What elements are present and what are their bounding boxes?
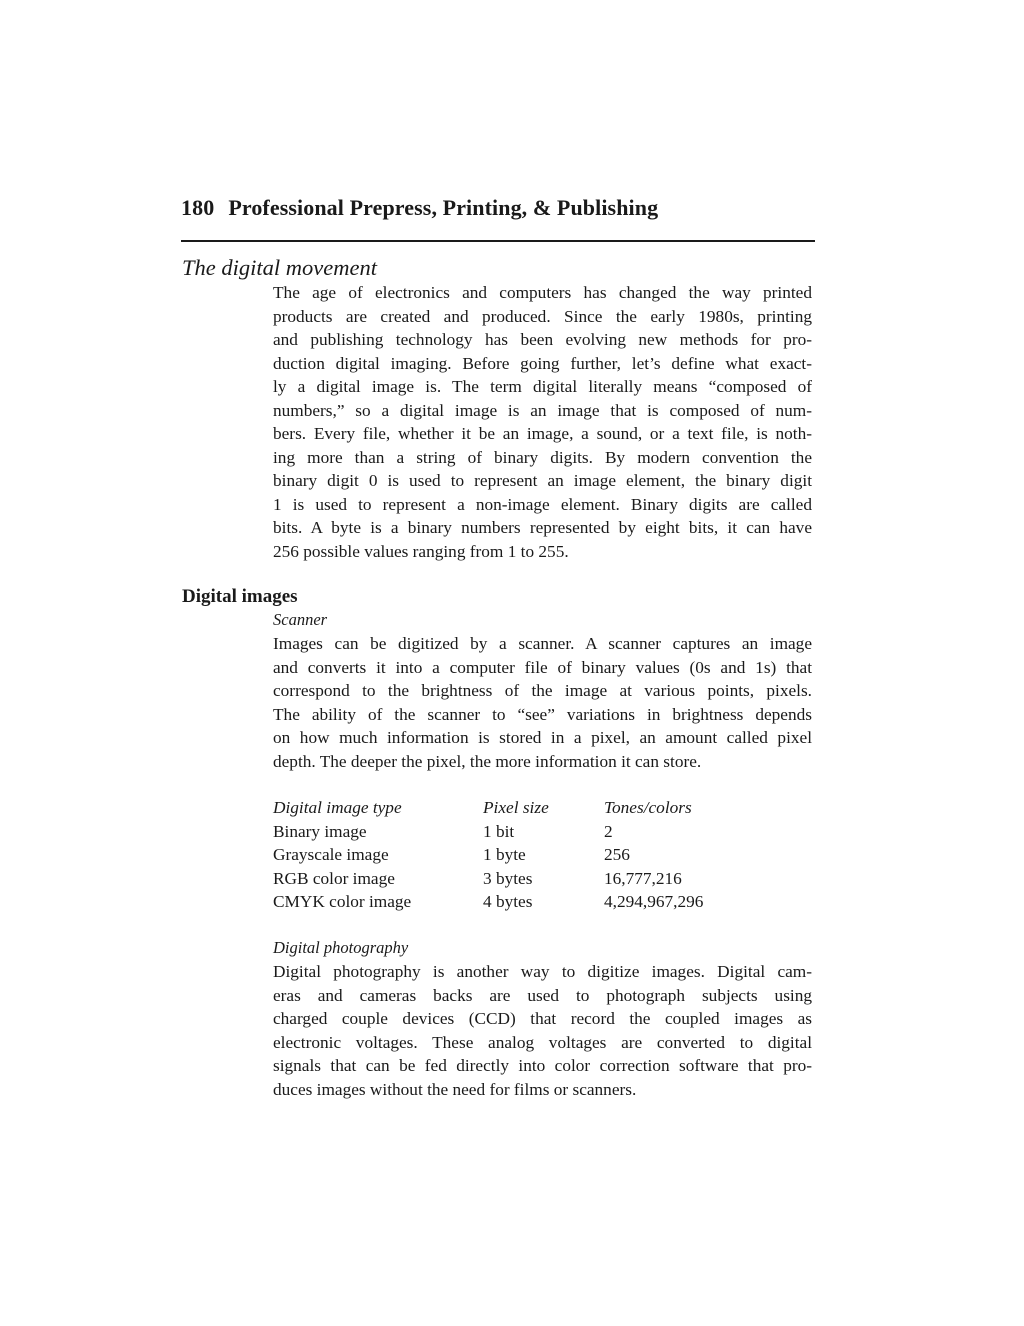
header-line: [181, 192, 815, 224]
header-rule: [181, 240, 815, 242]
text-line: duces images without the need for films or scanners.: [273, 1079, 637, 1099]
text-line: ing more than a string of binary digits. By modern convention the: [273, 447, 812, 467]
image-type-table: [273, 796, 804, 914]
table-cell: 4,294,967,296: [604, 892, 704, 911]
table-cell: 4 bytes: [483, 892, 533, 911]
text-line: Images can be digitized by a scanner. A scanner captures an image: [273, 634, 812, 653]
text-line: products are created and produced. Since the early 1980s, printing: [273, 306, 812, 326]
text-line: eras and cameras backs are used to photograph subjects using: [273, 985, 812, 1005]
table-cell: 1 byte: [483, 845, 526, 864]
section-heading-digital-images: Digital images: [182, 586, 298, 607]
column-header: Pixel size: [483, 798, 549, 817]
text-line: signals that can be fed directly into color correction software that pro-: [273, 1056, 812, 1075]
text-line: numbers,” so a digital image is an image that is composed of num-: [273, 400, 812, 420]
text-line: electronic voltages. These analog voltages are converted to digital: [273, 1032, 812, 1052]
text-line: The ability of the scanner to “see” variations in brightness depends: [273, 704, 812, 724]
table-row: [273, 890, 804, 914]
table-cell: 16,777,216: [604, 868, 682, 888]
paragraph-digital-movement: [273, 281, 812, 563]
text-line: bits. A byte is a binary numbers represented by eight bits, it can have: [273, 518, 812, 537]
table-cell: 256: [604, 845, 630, 864]
table-cell: RGB color image: [273, 868, 395, 888]
text-line: and converts it into a computer file of binary values (0s and 1s) that: [273, 657, 812, 677]
text-line: ly a digital image is. The term digital literally means “composed of: [273, 377, 812, 396]
table-cell: 1 bit: [483, 821, 515, 841]
table-cell: CMYK color image: [273, 892, 412, 911]
text-line: charged couple devices (CCD) that record the coupled images as: [273, 1009, 812, 1028]
table-header-row: [273, 796, 804, 820]
subheading-scanner: Scanner: [273, 610, 328, 629]
column-header: Tones/colors: [604, 798, 692, 817]
text-line: bers. Every file, whether it be an image, a sound, or a text file, is noth-: [273, 424, 812, 443]
text-line: Digital photography is another way to digitize images. Digital cam-: [273, 962, 812, 981]
column-header: Digital image type: [273, 798, 402, 817]
book-title: Professional Prepress, Printing, & Publishing: [228, 195, 659, 220]
text-line: 256 possible values ranging from 1 to 255.: [273, 541, 569, 561]
running-header: [181, 192, 815, 224]
text-line: on how much information is stored in a pixel, an amount called pixel: [273, 728, 812, 747]
text-line: and publishing technology has been evolving new methods for pro-: [273, 330, 812, 349]
text-line: depth. The deeper the pixel, the more information it can store.: [273, 751, 702, 771]
text-line: duction digital imaging. Before going further, let’s define what exact-: [273, 353, 812, 373]
table-row: [273, 820, 804, 844]
section-heading-digital-movement: The digital movement: [182, 255, 377, 280]
paragraph-digital-photography: [273, 960, 812, 1101]
paragraph-scanner: [273, 632, 812, 773]
table-cell: 2: [604, 821, 613, 841]
page-number: 180: [181, 195, 215, 220]
table-cell: Binary image: [273, 821, 367, 841]
table-row: [273, 843, 804, 867]
text-line: 1 is used to represent a non-image element. Binary digits are called: [273, 494, 812, 514]
subheading-digital-photography: Digital photography: [273, 938, 409, 957]
table-cell: 3 bytes: [483, 868, 533, 888]
table-row: [273, 867, 804, 891]
text-line: binary digit 0 is used to represent an image element, the binary digit: [273, 471, 812, 490]
text-line: correspond to the brightness of the image at various points, pixels.: [273, 681, 812, 700]
text-line: The age of electronics and computers has changed the way printed: [273, 283, 812, 302]
table-cell: Grayscale image: [273, 845, 389, 864]
